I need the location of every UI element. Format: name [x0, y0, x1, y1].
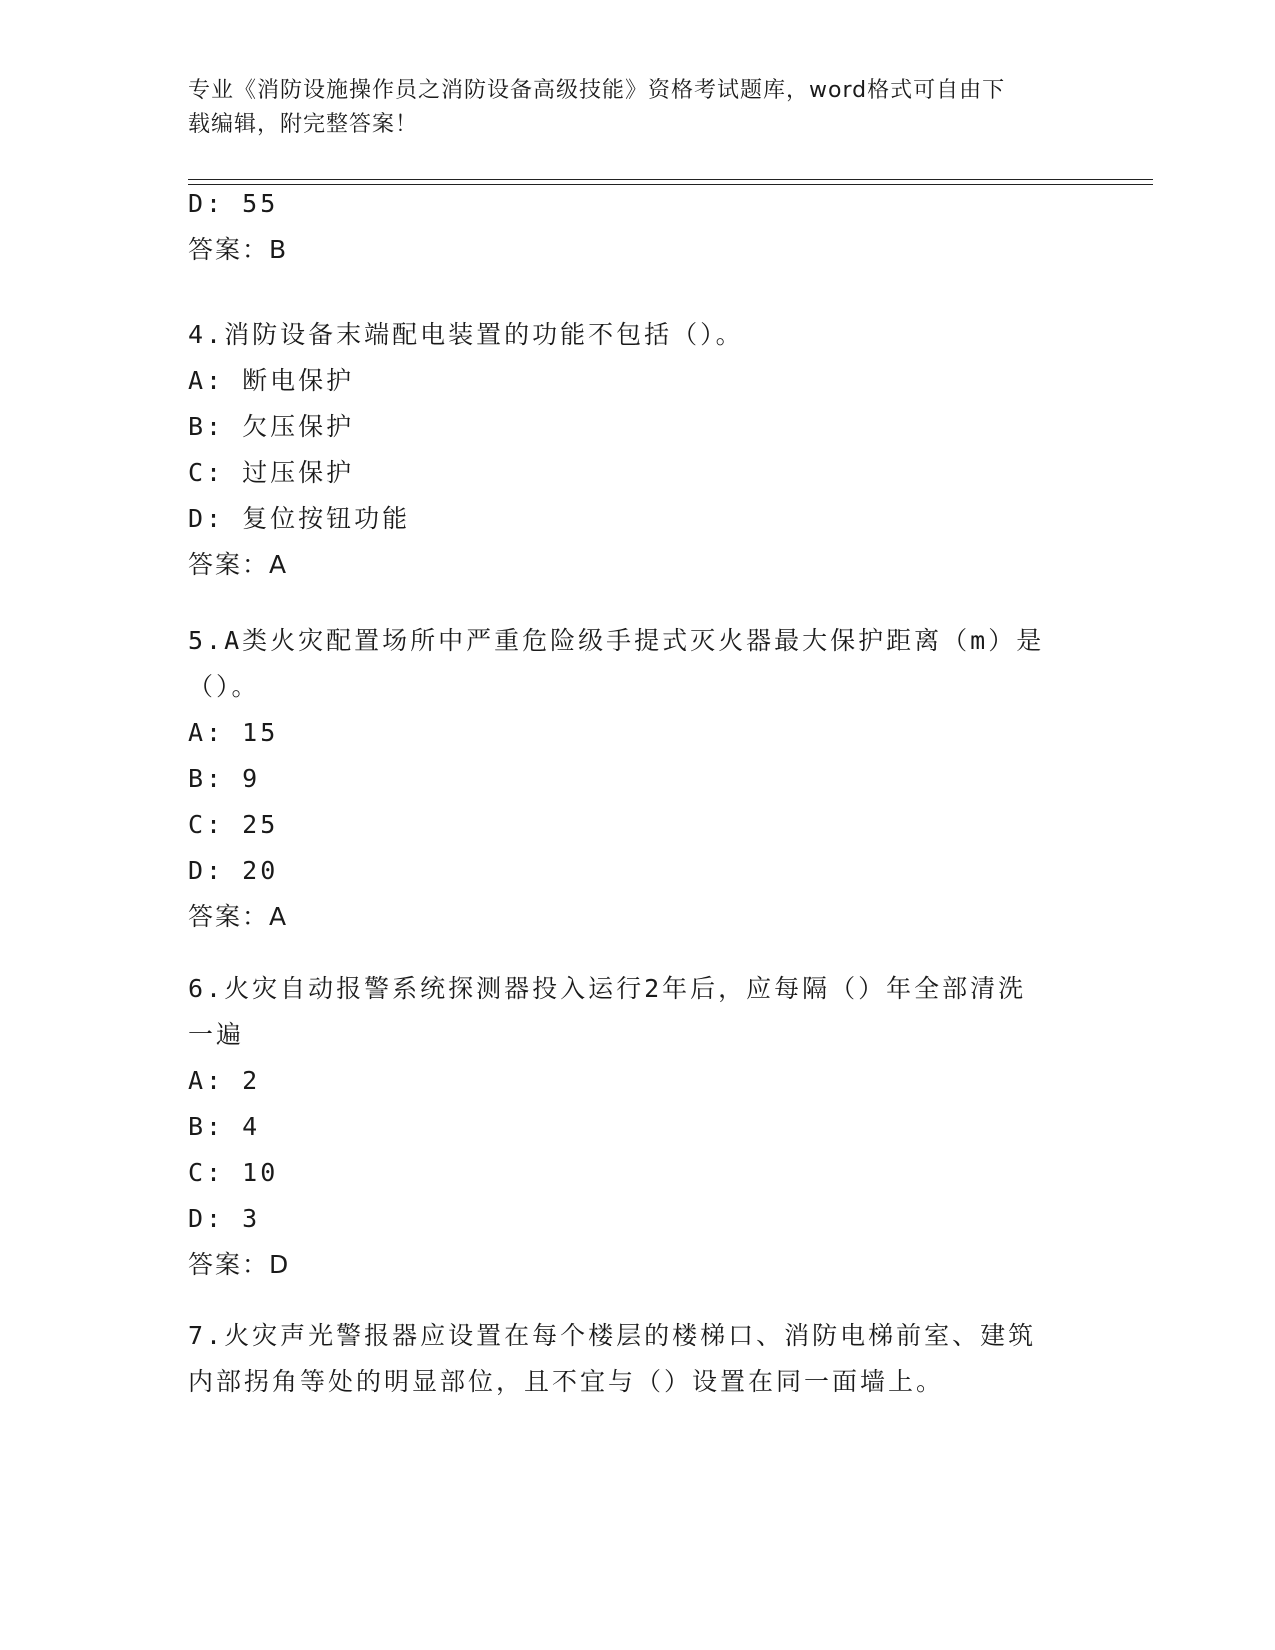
header-rule-top: [188, 179, 1153, 180]
option-c: C: 过压保护: [188, 458, 355, 487]
header-line-2: 载编辑，附完整答案！: [188, 112, 419, 137]
question-stem-line-1: 7.火灾声光警报器应设置在每个楼层的楼梯口、消防电梯前室、建筑: [188, 1321, 1037, 1350]
answer: 答案：A: [188, 550, 289, 579]
option-b: B: 欠压保护: [188, 412, 355, 441]
option-d: D: 3: [188, 1204, 261, 1233]
question-7: [188, 1313, 1068, 1405]
header-line-1: 专业《消防设施操作员之消防设备高级技能》资格考试题库，word格式可自由下: [188, 78, 1006, 103]
answer: 答案：A: [188, 902, 289, 931]
question-4: [188, 312, 1068, 588]
option-b: B: 9: [188, 764, 261, 793]
answer: 答案：D: [188, 1250, 291, 1279]
question-stem-line-2: 一遍: [188, 1020, 245, 1049]
option-a: A: 15: [188, 718, 279, 747]
option-d: D: 20: [188, 856, 279, 885]
option-b: B: 4: [188, 1112, 261, 1141]
question-stem: 4.消防设备末端配电装置的功能不包括（）。: [188, 320, 744, 349]
question-stem-line-1: 5.A类火灾配置场所中严重危险级手提式灭火器最大保护距离（m）是: [188, 626, 1045, 655]
option-d: D: 复位按钮功能: [188, 504, 411, 533]
question-stem-line-2: （）。: [188, 672, 260, 701]
option-a: A: 2: [188, 1066, 261, 1095]
question-6: [188, 966, 1068, 1288]
question-3-tail: [188, 181, 1068, 273]
option-c: C: 25: [188, 810, 279, 839]
document-header: [188, 74, 1068, 142]
question-5: [188, 618, 1068, 940]
answer: 答案：B: [188, 235, 289, 264]
option-a: A: 断电保护: [188, 366, 355, 395]
question-stem-line-2: 内部拐角等处的明显部位，且不宜与（）设置在同一面墙上。: [188, 1367, 945, 1396]
option-c: C: 10: [188, 1158, 279, 1187]
option-d: D: 55: [188, 189, 279, 218]
question-stem-line-1: 6.火灾自动报警系统探测器投入运行2年后，应每隔（）年全部清洗: [188, 974, 1027, 1003]
